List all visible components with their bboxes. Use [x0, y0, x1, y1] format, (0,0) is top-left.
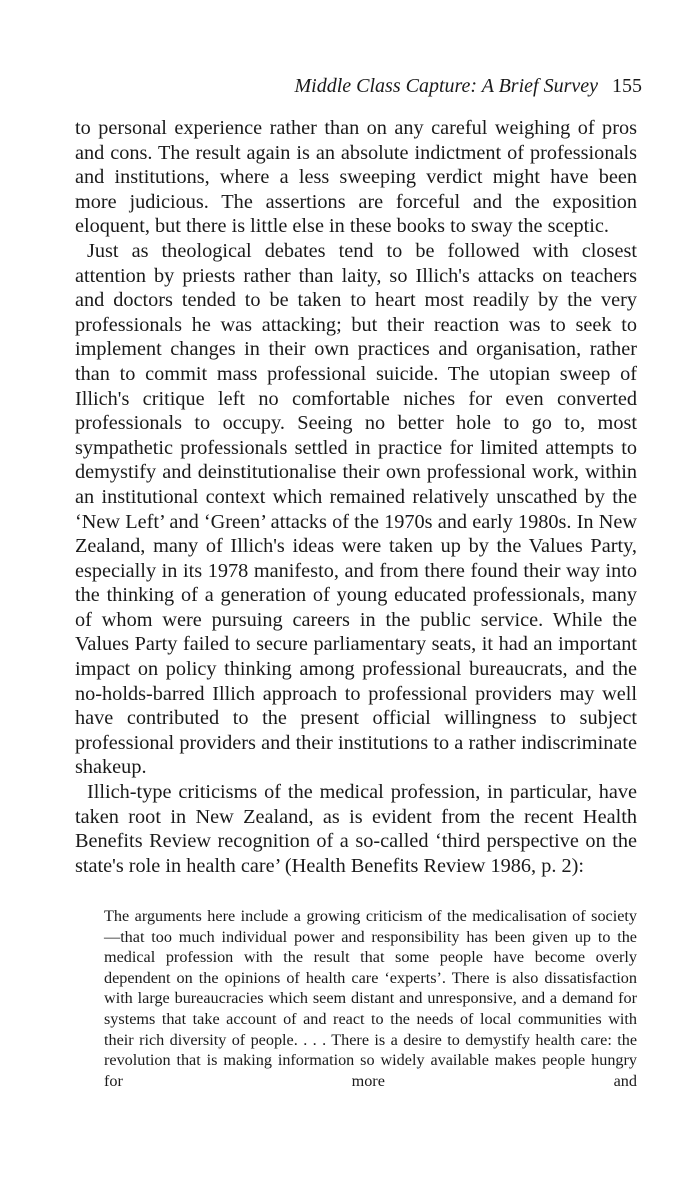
- chapter-title: Middle Class Capture: A Brief Survey: [294, 75, 598, 97]
- paragraph-3: Illich-type criticisms of the medical profession, in particular, have taken root in New Zealand, as is evident from the recent Health Benefits Review recognition of a so-called ‘third perspective on the state's role in health care’ (Health Benefits Review 1986, p. 2):: [75, 781, 637, 877]
- paragraph-1: to personal experience rather than on any careful weighing of pros and cons. The result again is an absolute indictment of professionals and institutions, where a less sweeping verdict might have been more judicious. The assertions are forceful and the exposition eloquent, but there is little else in these books to sway the sceptic.: [75, 117, 637, 238]
- paragraph-2: Just as theological debates tend to be followed with closest attention by priests rather than laity, so Illich's attacks on teachers and doctors tended to be taken to heart most readily by the very professionals he was attacking; but their reaction was to seek to implement changes in their own practices and organisation, rather than to commit mass professional suicide. The utopian sweep of Illich's critique left no comfortable niches for even converted professionals to occupy. Seeing no better hole to go to, most sympathetic professionals settled in practice for limited attempts to demystify and deinstitutionalise their own professional work, within an institutional context which remained relatively unscathed by the ‘New Left’ and ‘Green’ attacks of the 1970s and early 1980s. In New Zealand, many of Illich's ideas were taken up by the Values Party, especially in its 1978 manifesto, and from there found their way into the thinking of a generation of young educated professionals, many of whom were pursuing careers in the public service. While the Values Party failed to secure parliamentary seats, it had an important impact on policy thinking among professional bureaucrats, and the no-holds-barred Illich approach to professional providers may well have contributed to the present official willingness to subject professional providers and their institutions to a rather indiscriminate shakeup.: [75, 239, 637, 779]
- running-head: [295, 72, 643, 100]
- block-quote-text: The arguments here include a growing criticism of the medicalisation of society—that too much individual power and responsibility has been given up to the medical profession with the result that some people have become overly dependent on the opinions of health care ‘experts’. There is also dissatisfaction with large bureaucracies which seem distant and unresponsive, and a demand for systems that take account of and react to the needs of local communities with their rich diversity of people. . . . There is a desire to demystify health care: the revolution that is making information so widely available makes people hungry for more and: [104, 907, 637, 1090]
- page-number: 155: [612, 75, 642, 97]
- body-text: [75, 116, 637, 878]
- block-quote: [104, 906, 637, 1091]
